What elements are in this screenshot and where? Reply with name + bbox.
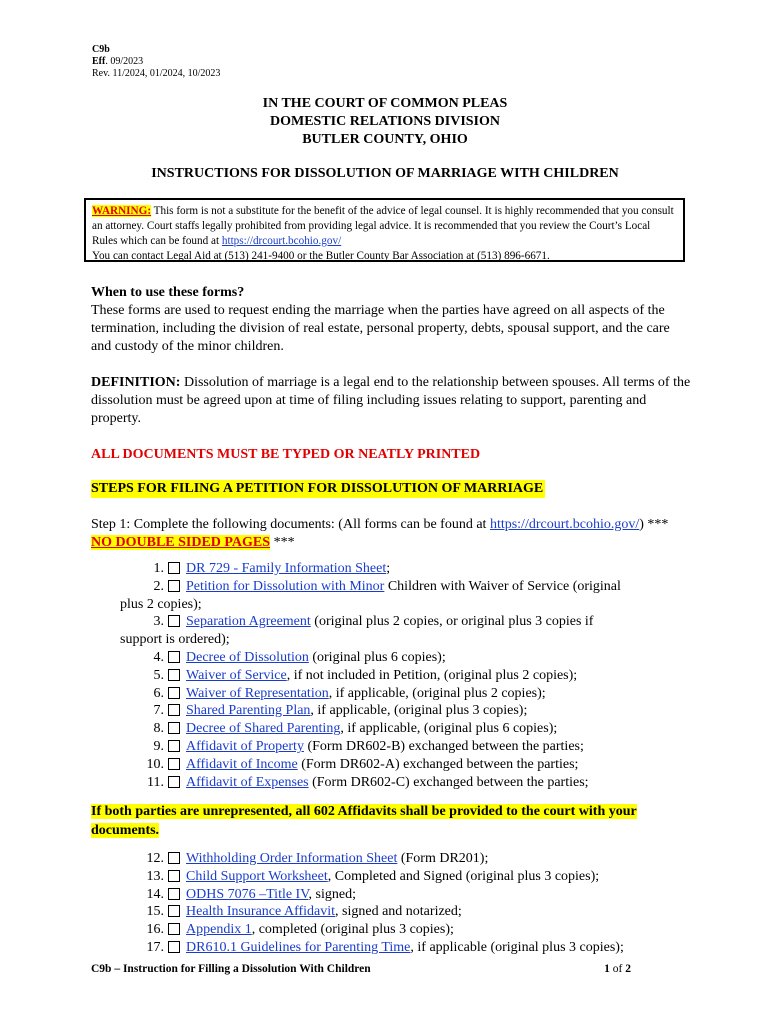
- item-number: 4.: [153, 649, 164, 665]
- form-link[interactable]: Decree of Shared Parenting: [186, 721, 341, 737]
- form-link[interactable]: DR 729 - Family Information Sheet: [186, 561, 387, 576]
- form-link[interactable]: Health Insurance Affidavit: [186, 904, 336, 920]
- item-detail: (Form DR201);: [397, 851, 489, 866]
- checklist-item: [120, 667, 690, 685]
- item-number: 5.: [153, 667, 164, 683]
- item-detail: , if not included in Petition, (original plus 2 copies);: [286, 667, 578, 683]
- checkbox[interactable]: [168, 923, 180, 935]
- checklist-item: [120, 578, 690, 614]
- checklist-item: [120, 939, 690, 957]
- item-number: 12.: [146, 851, 164, 866]
- checklist-item: [120, 886, 690, 904]
- warning-box: [84, 198, 685, 262]
- checkbox[interactable]: [168, 722, 180, 734]
- item-number: 3.: [153, 614, 164, 630]
- item-detail: , if applicable, (original plus 2 copies);: [328, 685, 546, 701]
- checklist-item: [120, 560, 690, 578]
- revision-dates: Rev. 11/2024, 01/2024, 10/2023: [92, 68, 221, 79]
- checklist-item: [120, 850, 690, 868]
- checklist-item: [120, 649, 690, 667]
- checkbox[interactable]: [168, 941, 180, 953]
- document-checklist-2: [120, 850, 690, 957]
- item-continuation: plus 2 copies);: [120, 596, 202, 612]
- typed-notice: ALL DOCUMENTS MUST BE TYPED OR NEATLY PRINTED: [91, 447, 481, 462]
- legal-aid-text: You can contact Legal Aid at (513) 241-9400 or the Butler County Bar Association at (513) 896-6671.: [92, 250, 550, 262]
- warning-label: WARNING:: [92, 205, 152, 217]
- checkbox[interactable]: [168, 776, 180, 788]
- form-link[interactable]: Appendix 1: [186, 922, 252, 938]
- form-link[interactable]: ODHS 7076 –Title IV: [186, 886, 309, 902]
- item-number: 1.: [153, 561, 164, 576]
- checkbox[interactable]: [168, 888, 180, 900]
- item-detail: (Form DR602-C) exchanged between the parties;: [308, 774, 589, 790]
- item-continuation: support is ordered);: [120, 632, 230, 648]
- form-link[interactable]: Petition for Dissolution with Minor: [186, 578, 385, 594]
- item-number: 7.: [153, 703, 164, 719]
- item-detail: (Form DR602-A) exchanged between the parties;: [297, 756, 579, 772]
- checklist-item: [120, 774, 690, 792]
- no-double-sided-notice: NO DOUBLE SIDED PAGES: [91, 535, 271, 550]
- forms-website-link[interactable]: https://drcourt.bcohio.gov/: [489, 517, 640, 532]
- item-number: 13.: [146, 868, 164, 884]
- form-link[interactable]: Waiver of Representation: [186, 685, 329, 701]
- item-detail: (original plus 2 copies, or original plus 3 copies if: [310, 614, 594, 630]
- court-line-1: IN THE COURT OF COMMON PLEAS: [262, 96, 508, 111]
- when-heading: When to use these forms?: [91, 285, 245, 300]
- form-meta: [92, 44, 220, 80]
- definition-section: [91, 374, 691, 428]
- item-detail: , completed (original plus 3 copies);: [251, 922, 454, 938]
- form-link[interactable]: Affidavit of Expenses: [186, 774, 309, 790]
- item-detail: , Completed and Signed (original plus 3 copies);: [327, 868, 600, 884]
- footer-title: C9b – Instruction for Filling a Dissolution With Children: [91, 963, 371, 975]
- item-number: 11.: [147, 774, 164, 790]
- item-detail: , signed;: [308, 886, 356, 902]
- item-detail: ;: [386, 561, 391, 576]
- checkbox[interactable]: [168, 905, 180, 917]
- checklist-item: [120, 903, 690, 921]
- item-detail: , signed and notarized;: [335, 904, 462, 920]
- form-link[interactable]: Decree of Dissolution: [186, 649, 309, 665]
- checkbox[interactable]: [168, 687, 180, 699]
- checkbox[interactable]: [168, 870, 180, 882]
- checkbox[interactable]: [168, 758, 180, 770]
- court-header: [0, 95, 770, 149]
- checkbox[interactable]: [168, 852, 180, 864]
- item-number: 16.: [146, 922, 164, 938]
- item-number: 15.: [146, 904, 164, 920]
- item-detail: (Form DR602-B) exchanged between the parties;: [303, 738, 584, 754]
- item-number: 9.: [153, 738, 164, 754]
- document-title: INSTRUCTIONS FOR DISSOLUTION OF MARRIAGE WITH CHILDREN: [151, 166, 619, 181]
- checkbox[interactable]: [168, 615, 180, 627]
- checklist-item: [120, 738, 690, 756]
- steps-heading: STEPS FOR FILING A PETITION FOR DISSOLUTION OF MARRIAGE: [91, 481, 544, 496]
- page-number: 1 of 2: [604, 963, 631, 975]
- item-detail: Children with Waiver of Service (original: [384, 578, 621, 594]
- item-number: 17.: [146, 939, 164, 955]
- item-number: 14.: [146, 886, 164, 902]
- when-to-use-section: [91, 284, 691, 356]
- definition-text: Dissolution of marriage is a legal end to the relationship between spouses. All terms of the dissolution must be agreed upon at time of filing including issues relating to support, parenting and property.: [91, 375, 691, 426]
- checkbox[interactable]: [168, 580, 180, 592]
- form-link[interactable]: Affidavit of Property: [186, 738, 304, 754]
- court-line-2: DOMESTIC RELATIONS DIVISION: [269, 114, 500, 129]
- checklist-item: [120, 720, 690, 738]
- form-link[interactable]: DR610.1 Guidelines for Parenting Time: [186, 939, 411, 955]
- document-checklist-1: [120, 560, 690, 791]
- form-link[interactable]: Shared Parenting Plan: [186, 703, 311, 719]
- checklist-item: [120, 756, 690, 774]
- item-number: 8.: [153, 721, 164, 737]
- unrepresented-note: If both parties are unrepresented, all 602 Affidavits shall be provided to the court with your documents.: [91, 804, 637, 838]
- form-link[interactable]: Withholding Order Information Sheet: [186, 851, 398, 866]
- checklist-item: [120, 921, 690, 939]
- item-number: 6.: [153, 685, 164, 701]
- checklist-item: [120, 685, 690, 703]
- checkbox[interactable]: [168, 669, 180, 681]
- item-number: 2.: [153, 578, 164, 594]
- form-link[interactable]: Waiver of Service: [186, 667, 287, 683]
- checklist-item: [120, 613, 690, 649]
- form-id: C9b: [92, 44, 110, 55]
- checklist-item: [120, 702, 690, 720]
- form-link[interactable]: Affidavit of Income: [186, 756, 298, 772]
- when-text: These forms are used to request ending the marriage when the parties have agreed on all aspects of the termination, including the division of real estate, personal property, debts, spousal support, and the care and custody of the minor children.: [91, 303, 670, 354]
- item-number: 10.: [146, 756, 164, 772]
- checkbox[interactable]: [168, 651, 180, 663]
- court-line-3: BUTLER COUNTY, OHIO: [302, 132, 468, 147]
- checkbox[interactable]: [168, 740, 180, 752]
- checkbox[interactable]: [168, 562, 180, 574]
- effective-date: Eff. 09/2023: [92, 56, 144, 67]
- form-link[interactable]: Separation Agreement: [186, 614, 311, 630]
- checkbox[interactable]: [168, 704, 180, 716]
- warning-text: This form is not a substitute for the benefit of the advice of legal counsel. It is highly recommended that you consult an attorney. Court staffs legally prohibited from providing legal advice. It is recommended that you review the Court’s Local Rules which can be found at: [92, 205, 674, 247]
- court-website-link[interactable]: https://drcourt.bcohio.gov/: [221, 235, 342, 247]
- step-1: Step 1: Complete the following documents: (All forms can be found at https://drcourt.bcohio.gov/) *** NO DOUBLE SIDED PAGES ***: [91, 517, 669, 550]
- item-detail: , if applicable (original plus 3 copies);: [410, 939, 624, 955]
- item-detail: , if applicable, (original plus 3 copies);: [310, 703, 528, 719]
- form-link[interactable]: Child Support Worksheet: [186, 868, 328, 884]
- definition-label: DEFINITION:: [91, 375, 181, 390]
- item-detail: (original plus 6 copies);: [308, 649, 446, 665]
- item-detail: , if applicable, (original plus 6 copies);: [340, 721, 558, 737]
- checklist-item: [120, 868, 690, 886]
